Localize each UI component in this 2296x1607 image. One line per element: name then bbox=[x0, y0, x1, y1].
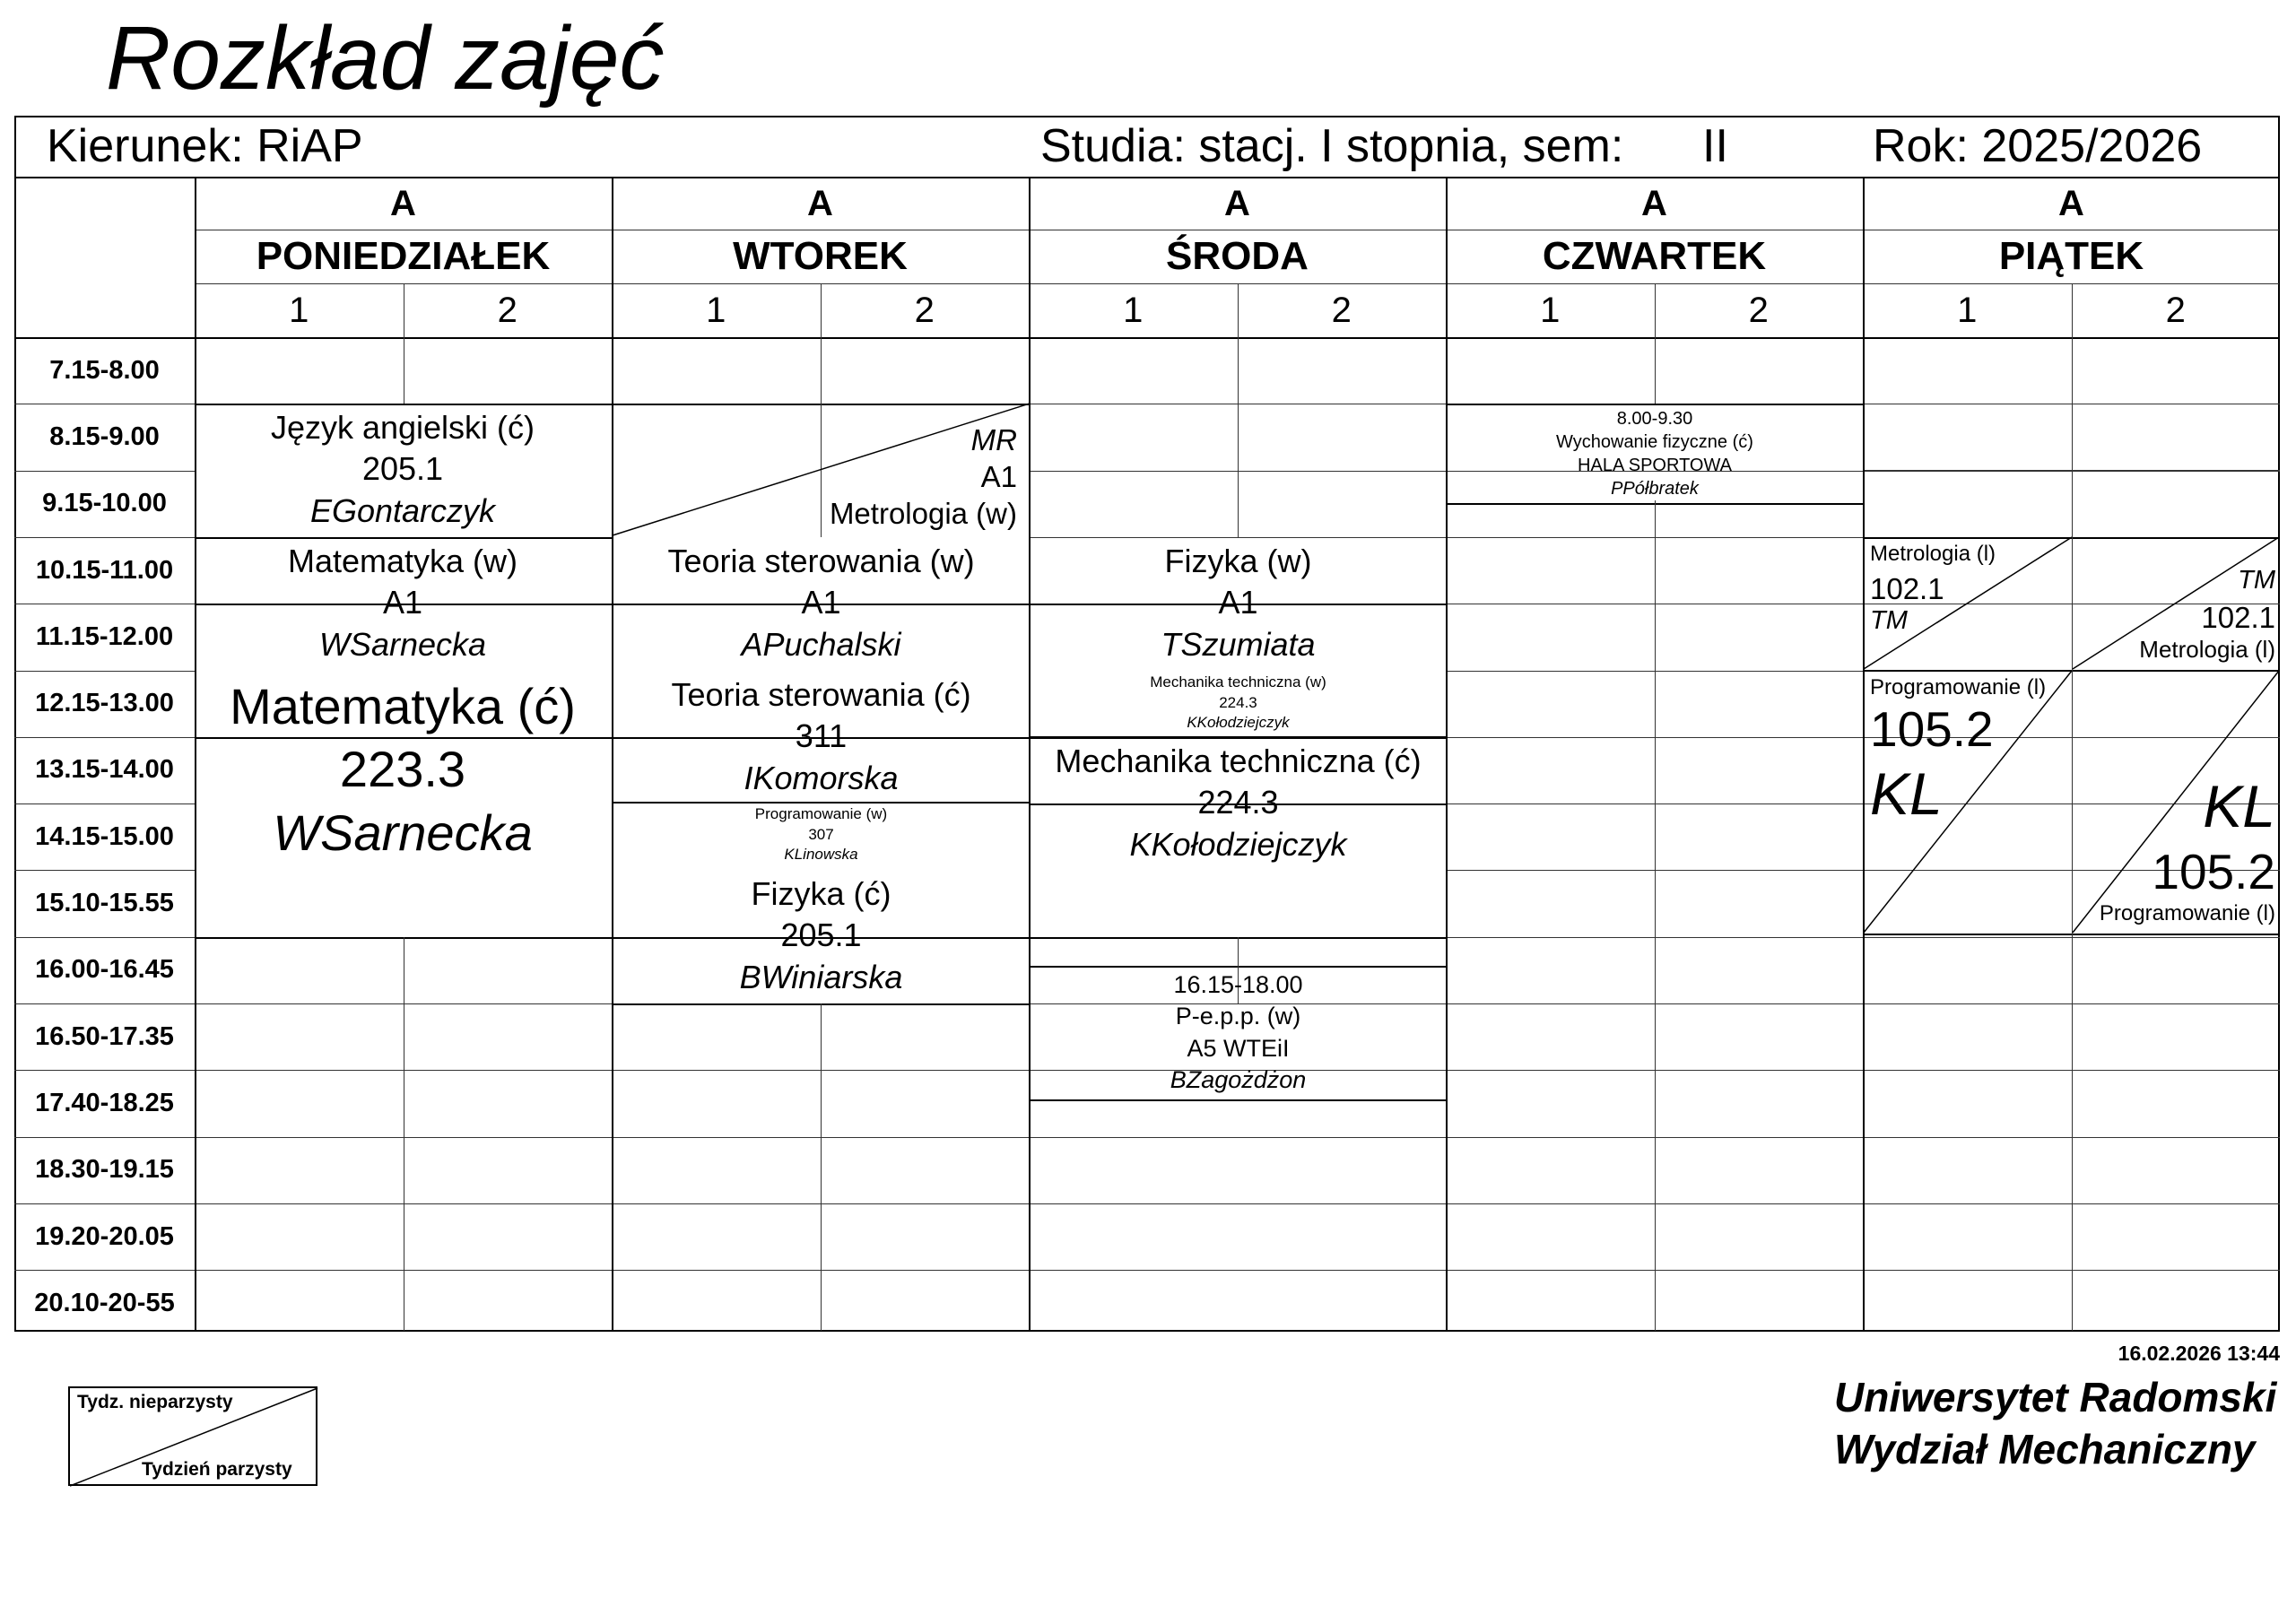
class-subject: Język angielski (ć) bbox=[270, 408, 535, 446]
week-type-label: A bbox=[1641, 183, 1667, 223]
class-physical-education bbox=[1447, 405, 1863, 502]
class-room: 307 bbox=[808, 825, 834, 843]
class-subject: Matematyka (w) bbox=[287, 542, 518, 579]
generated-timestamp: 16.02.2026 13:44 bbox=[2118, 1342, 2280, 1365]
class-room: 224.3 bbox=[1219, 693, 1257, 711]
class-teacher: WSarnecka bbox=[318, 625, 487, 663]
week-type-label: A bbox=[2058, 183, 2084, 223]
time-slot-label: 16.50-17.35 bbox=[35, 1021, 174, 1051]
fri-metrology-even-teacher: TM bbox=[2238, 566, 2275, 595]
week-type-label: A bbox=[1224, 183, 1250, 223]
fri-metrology-odd-room: 102.1 bbox=[1870, 572, 1944, 605]
class-control-theory-lecture bbox=[613, 537, 1030, 668]
fri-programming-odd-teacher: KL bbox=[1870, 760, 1943, 827]
class-programming-lecture bbox=[613, 803, 1030, 867]
group-header: 1 bbox=[1123, 291, 1144, 330]
class-subject: Mechanika techniczna (ć) bbox=[1055, 742, 1422, 779]
time-slot-label: 7.15-8.00 bbox=[49, 355, 160, 385]
time-slot-label: 12.15-13.00 bbox=[35, 689, 174, 718]
day-header: CZWARTEK bbox=[1542, 234, 1767, 278]
class-room: A5 WTEiI bbox=[1187, 1034, 1290, 1062]
class-subject: Fizyka (w) bbox=[1164, 542, 1312, 579]
class-subject: Mechanika techniczna (w) bbox=[1150, 673, 1326, 691]
class-room: 223.3 bbox=[339, 741, 466, 798]
fri-metrology-even-room: 102.1 bbox=[2201, 601, 2275, 634]
fri-programming-odd-subject: Programowanie (l) bbox=[1870, 675, 2047, 699]
time-slot-label: 14.15-15.00 bbox=[35, 821, 174, 851]
class-room: 224.3 bbox=[1197, 784, 1279, 821]
week-type-label: A bbox=[807, 183, 833, 223]
fri-programming-odd-room: 105.2 bbox=[1870, 701, 1994, 757]
fri-metrology-odd-subject: Metrologia (l) bbox=[1870, 542, 1996, 566]
class-teacher: KLinowska bbox=[784, 846, 858, 864]
class-physics-exercise bbox=[613, 870, 1030, 1001]
group-header: 2 bbox=[1748, 291, 1769, 330]
day-header: PONIEDZIAŁEK bbox=[256, 234, 551, 278]
faculty-name: Wydział Mechaniczny bbox=[1834, 1426, 2256, 1472]
time-slot-label: 18.30-19.15 bbox=[35, 1155, 174, 1185]
semester: II bbox=[1702, 120, 1728, 172]
group-header: 1 bbox=[1957, 291, 1978, 330]
group-header: 1 bbox=[289, 291, 309, 330]
time-slot-label: 20.10-20-55 bbox=[34, 1288, 175, 1317]
class-subject: P-e.p.p. (w) bbox=[1175, 1003, 1301, 1030]
legend-even-week: Tydzień parzysty bbox=[142, 1459, 292, 1480]
class-subject: Teoria sterowania (ć) bbox=[671, 675, 971, 713]
class-teacher: KKołodziejczyk bbox=[1187, 714, 1290, 732]
time-slot-label: 15.10-15.55 bbox=[35, 889, 174, 918]
class-teacher: BWiniarska bbox=[739, 958, 903, 995]
group-header: 1 bbox=[1540, 291, 1561, 330]
class-teacher: IKomorska bbox=[744, 759, 899, 796]
time-slot-label: 9.15-10.00 bbox=[42, 489, 167, 518]
time-slot-label: 16.00-16.45 bbox=[35, 955, 174, 985]
class-pepp bbox=[1030, 967, 1447, 1099]
group-header: 2 bbox=[1331, 291, 1352, 330]
time-slot-label: 11.15-12.00 bbox=[35, 621, 174, 651]
time-slot-label: 13.15-14.00 bbox=[35, 755, 174, 785]
day-header: WTOREK bbox=[733, 234, 908, 278]
time-slot-label: 8.15-9.00 bbox=[49, 421, 160, 451]
day-header: ŚRODA bbox=[1166, 234, 1309, 278]
time-slot-label: 10.15-11.00 bbox=[35, 555, 174, 585]
group-header: 2 bbox=[497, 291, 517, 330]
class-subject: Fizyka (ć) bbox=[751, 874, 891, 912]
class-teacher: APuchalski bbox=[741, 625, 901, 663]
class-time: 16.15-18.00 bbox=[1173, 970, 1303, 998]
class-control-theory-exercise bbox=[613, 671, 1030, 802]
class-time: 8.00-9.30 bbox=[1616, 409, 1693, 429]
class-mechanics-lecture bbox=[1030, 671, 1447, 735]
fri-programming-even-room: 105.2 bbox=[2152, 844, 2275, 899]
class-teacher: WSarnecka bbox=[273, 804, 533, 861]
fri-metrology-odd-teacher: TM bbox=[1870, 606, 1908, 635]
university-name: Uniwersytet Radomski bbox=[1834, 1374, 2277, 1420]
class-subject: Teoria sterowania (w) bbox=[667, 542, 975, 579]
class-room: 205.1 bbox=[780, 916, 862, 954]
class-teacher: EGontarczyk bbox=[309, 491, 496, 529]
class-room: A1 bbox=[801, 584, 841, 621]
time-slot-label: 19.20-20.05 bbox=[35, 1221, 174, 1251]
time-slot-label: 17.40-18.25 bbox=[35, 1088, 174, 1117]
class-subject: Programowanie (w) bbox=[754, 804, 888, 822]
academic-year: Rok: 2025/2026 bbox=[1873, 120, 2203, 172]
metrology-room: A1 bbox=[980, 460, 1017, 493]
class-teacher: BZagożdżon bbox=[1170, 1066, 1307, 1094]
class-teacher: PPółbratek bbox=[1611, 479, 1699, 499]
week-type-label: A bbox=[390, 183, 416, 223]
class-teacher: KKołodziejczyk bbox=[1129, 825, 1347, 863]
group-header: 2 bbox=[2165, 291, 2186, 330]
class-room: 311 bbox=[795, 717, 848, 755]
class-room: 205.1 bbox=[361, 450, 444, 488]
fri-metrology-even-subject: Metrologia (l) bbox=[2139, 636, 2275, 663]
class-subject: Matematyka (ć) bbox=[230, 677, 576, 734]
class-room: A1 bbox=[382, 584, 423, 621]
metrology-subject: Metrologia (w) bbox=[829, 497, 1017, 530]
class-mechanics-exercise bbox=[1030, 737, 1447, 868]
fri-programming-even-subject: Programowanie (l) bbox=[2099, 901, 2275, 925]
class-teacher: TSzumiata bbox=[1161, 625, 1316, 663]
metrology-teacher: MR bbox=[970, 423, 1017, 456]
page-title: Rozkład zajęć bbox=[106, 8, 665, 109]
legend-odd-week: Tydz. nieparzysty bbox=[77, 1392, 233, 1412]
fri-programming-even-teacher: KL bbox=[2203, 773, 2275, 839]
study-mode: Studia: stacj. I stopnia, sem: bbox=[1040, 120, 1624, 172]
class-subject: Wychowanie fizyczne (ć) bbox=[1556, 432, 1753, 452]
day-header: PIĄTEK bbox=[1998, 234, 2144, 278]
class-room: HALA SPORTOWA bbox=[1578, 456, 1732, 475]
group-header: 2 bbox=[914, 291, 935, 330]
class-physics-lecture bbox=[1030, 537, 1447, 668]
group-header: 1 bbox=[706, 291, 726, 330]
class-room: A1 bbox=[1218, 584, 1258, 621]
field-of-study: Kierunek: RiAP bbox=[47, 120, 363, 172]
